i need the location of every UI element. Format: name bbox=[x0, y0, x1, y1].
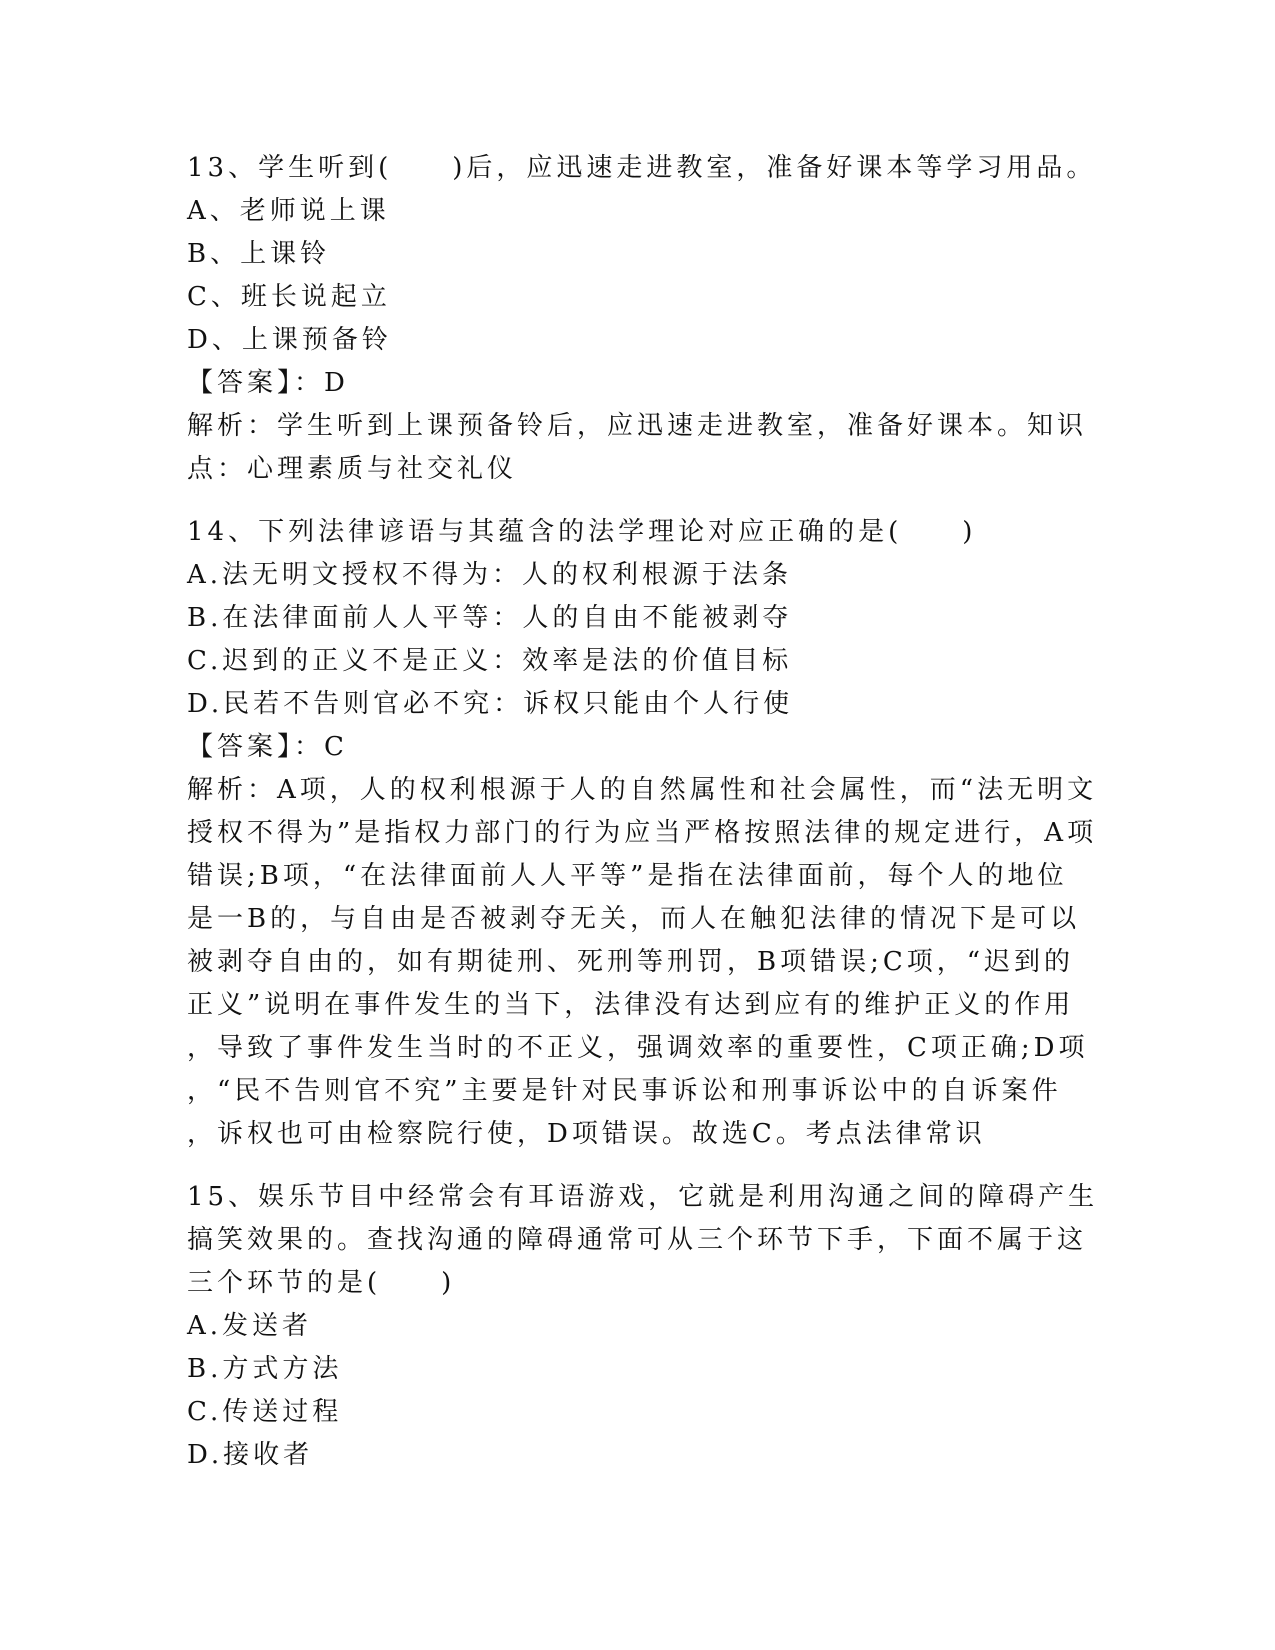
analysis-line: 错误;B项，“在法律面前人人平等”是指在法律面前，每个人的地位 bbox=[187, 861, 1068, 891]
analysis-line: ，“民不告则官不究”主要是针对民事诉讼和刑事诉讼中的自诉案件 bbox=[187, 1076, 1062, 1106]
question-stem: 13、学生听到( )后，应迅速走进教室，准备好课本等学习用品。 bbox=[187, 153, 1097, 183]
analysis-line: ，诉权也可由检察院行使，D项错误。故选C。考点法律常识 bbox=[187, 1119, 986, 1149]
analysis-line: 正义”说明在事件发生的当下，法律没有达到应有的维护正义的作用 bbox=[187, 990, 1075, 1020]
analysis-line: 是一B的，与自由是否被剥夺无关，而人在触犯法律的情况下是可以 bbox=[187, 904, 1081, 934]
question-14 bbox=[187, 511, 1098, 1156]
question-spacer bbox=[187, 491, 1087, 511]
option-b: B.方式方法 bbox=[187, 1354, 343, 1384]
option-a: A、老师说上课 bbox=[187, 196, 390, 226]
question-13 bbox=[187, 147, 1097, 491]
option-c: C.迟到的正义不是正义：效率是法的价值目标 bbox=[187, 646, 793, 676]
option-b: B.在法律面前人人平等：人的自由不能被剥夺 bbox=[187, 603, 793, 633]
question-stem: 14、下列法律谚语与其蕴含的法学理论对应正确的是( ) bbox=[187, 517, 977, 547]
question-15 bbox=[187, 1176, 1099, 1477]
option-c: C.传送过程 bbox=[187, 1397, 343, 1427]
option-b: B、上课铃 bbox=[187, 239, 331, 269]
question-stem: 15、娱乐节目中经常会有耳语游戏，它就是利用沟通之间的障碍产生 bbox=[187, 1182, 1099, 1212]
analysis-line: ，导致了事件发生当时的不正义，强调效率的重要性，C项正确;D项 bbox=[187, 1033, 1089, 1063]
option-d: D.接收者 bbox=[187, 1440, 314, 1470]
analysis-line: 授权不得为”是指权力部门的行为应当严格按照法律的规定进行，A项 bbox=[187, 818, 1098, 848]
analysis-line: 点：心理素质与社交礼仪 bbox=[187, 454, 518, 484]
analysis-line: 解析：学生听到上课预备铃后，应迅速走进教室，准备好课本。知识 bbox=[187, 411, 1088, 441]
analysis-line: 解析：A项，人的权利根源于人的自然属性和社会属性，而“法无明文 bbox=[187, 775, 1098, 805]
option-d: D.民若不告则官必不究：诉权只能由个人行使 bbox=[187, 689, 794, 719]
option-d: D、上课预备铃 bbox=[187, 325, 392, 355]
answer: 【答案】：D bbox=[187, 368, 349, 398]
option-a: A.发送者 bbox=[187, 1311, 313, 1341]
question-stem: 搞笑效果的。查找沟通的障碍通常可从三个环节下手，下面不属于这 bbox=[187, 1225, 1088, 1255]
analysis-line: 被剥夺自由的，如有期徒刑、死刑等刑罚，B项错误;C项，“迟到的 bbox=[187, 947, 1075, 977]
option-c: C、班长说起立 bbox=[187, 282, 391, 312]
option-a: A.法无明文授权不得为：人的权利根源于法条 bbox=[187, 560, 793, 590]
question-spacer bbox=[187, 1156, 1087, 1176]
exam-page bbox=[187, 147, 1099, 1477]
answer: 【答案】：C bbox=[187, 732, 348, 762]
question-stem: 三个环节的是( ) bbox=[187, 1268, 456, 1298]
